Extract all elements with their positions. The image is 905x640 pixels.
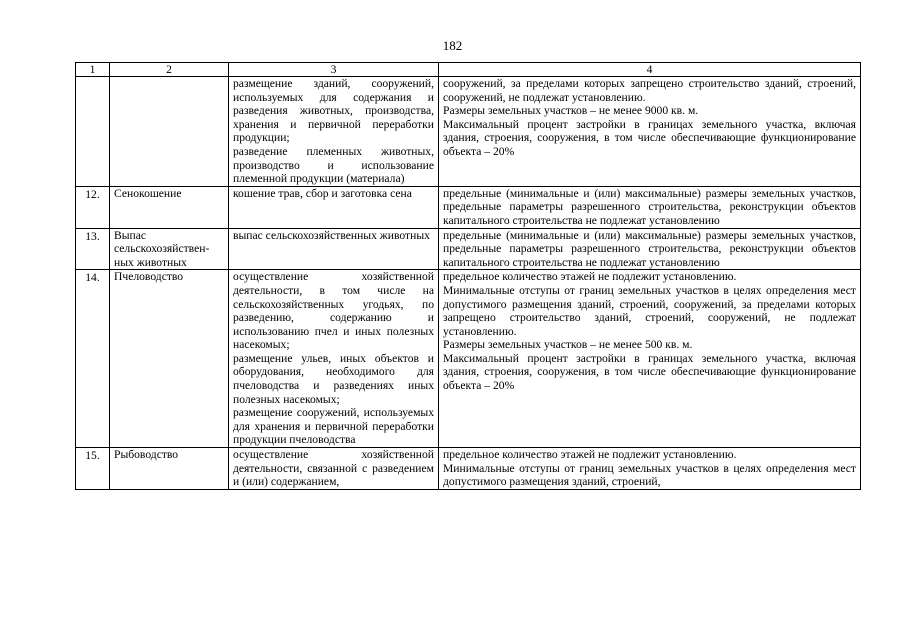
parameters-description	[439, 448, 861, 490]
land-use-type: Рыбоводство	[110, 448, 229, 490]
land-use-type: Пчеловодство	[110, 270, 229, 448]
land-use-type	[110, 77, 229, 187]
use-description	[229, 270, 439, 448]
use-description-paragraph: выпас сельскохозяйственных животных	[233, 228, 430, 242]
row-number	[76, 77, 110, 187]
regulations-table	[75, 62, 861, 490]
parameters-paragraph: Максимальный процент застройки в границах земельного участка, включая здания, строения, сооружения, в том числе обеспечивающие функционирование объекта – 20%	[443, 351, 856, 393]
row-number	[76, 228, 110, 270]
table-row	[76, 228, 861, 270]
table-header-row	[76, 63, 861, 77]
use-description-paragraph: размещение ульев, иных объектов и оборудования, необходимого для пчеловодства и разведениях иных полезных насекомых;	[233, 351, 434, 406]
parameters-paragraph: Размеры земельных участков – не менее 500 кв. м.	[443, 338, 693, 352]
parameters-paragraph: Минимальные отступы от границ земельных участков в целях определения мест допустимого размещения зданий, строений,	[443, 461, 856, 489]
parameters-description	[439, 77, 861, 187]
parameters-description	[439, 270, 861, 448]
parameters-paragraph: Минимальные отступы от границ земельных участков в целях определения мест допустимого размещения зданий, строений, сооружений, за пределами которых запрещено строительство зданий, строений, сооружений, не подлежат установлению.	[443, 283, 856, 338]
row-number-text: 15.	[85, 449, 100, 463]
land-use-type: Выпас сельскохозяйствен-ных животных	[110, 228, 229, 270]
table-row	[76, 448, 861, 490]
parameters-paragraph: предельное количество этажей не подлежит установлению.	[443, 448, 737, 462]
row-number	[76, 448, 110, 490]
header-cell: 1	[76, 63, 110, 77]
header-cell: 2	[110, 63, 229, 77]
parameters-paragraph: предельное количество этажей не подлежит установлению.	[443, 270, 737, 284]
use-description	[229, 186, 439, 228]
parameters-paragraph: Размеры земельных участков – не менее 9000 кв. м.	[443, 104, 699, 118]
use-description-paragraph: размещение зданий, сооружений, используемых для содержания и разведения животных, производства, хранения и первичной переработки продукции;	[233, 77, 434, 145]
use-description	[229, 228, 439, 270]
use-description-paragraph: разведение племенных животных, производство и использование племенной продукции (материала)	[233, 144, 434, 186]
use-description-paragraph: размещение сооружений, используемых для хранения и первичной переработки продукции пчеловодства	[233, 406, 434, 447]
table-row	[76, 77, 861, 187]
use-description-paragraph: осуществление хозяйственной деятельности, связанной с разведением и (или) содержанием,	[233, 448, 434, 489]
row-number	[76, 270, 110, 448]
parameters-description	[439, 186, 861, 228]
use-description-paragraph: осуществление хозяйственной деятельности, в том числе на сельскохозяйственных угодьях, по разведению, содержанию и использованию пчел и иных полезных насекомых;	[233, 270, 434, 352]
row-number-text: 14.	[85, 271, 100, 285]
row-number-text: 13.	[85, 229, 100, 243]
parameters-paragraph: предельные (минимальные и (или) максимальные) размеры земельных участков, предельные параметры разрешенного строительства, реконструкции объектов капитального строительства не подлежат установлению	[443, 228, 856, 269]
table-row	[76, 186, 861, 228]
row-number-text: 12.	[85, 187, 100, 201]
land-use-type: Сенокошение	[110, 186, 229, 228]
use-description-paragraph: кошение трав, сбор и заготовка сена	[233, 186, 412, 200]
parameters-paragraph: предельные (минимальные и (или) максимальные) размеры земельных участков, предельные параметры разрешенного строительства, реконструкции объектов капитального строительства не подлежат установлению	[443, 186, 856, 227]
header-cell: 3	[229, 63, 439, 77]
row-number	[76, 186, 110, 228]
table-row	[76, 270, 861, 448]
parameters-paragraph: Максимальный процент застройки в границах земельного участка, включая здания, строения, сооружения, в том числе обеспечивающие функционирование объекта – 20%	[443, 117, 856, 158]
header-cell: 4	[439, 63, 861, 77]
regulations-table-body	[76, 63, 861, 490]
use-description	[229, 77, 439, 187]
parameters-description	[439, 228, 861, 270]
page-number: 182	[442, 38, 463, 53]
parameters-paragraph: сооружений, за пределами которых запрещено строительство зданий, строений, сооружений, не подлежат установлению.	[443, 77, 856, 104]
use-description	[229, 448, 439, 490]
